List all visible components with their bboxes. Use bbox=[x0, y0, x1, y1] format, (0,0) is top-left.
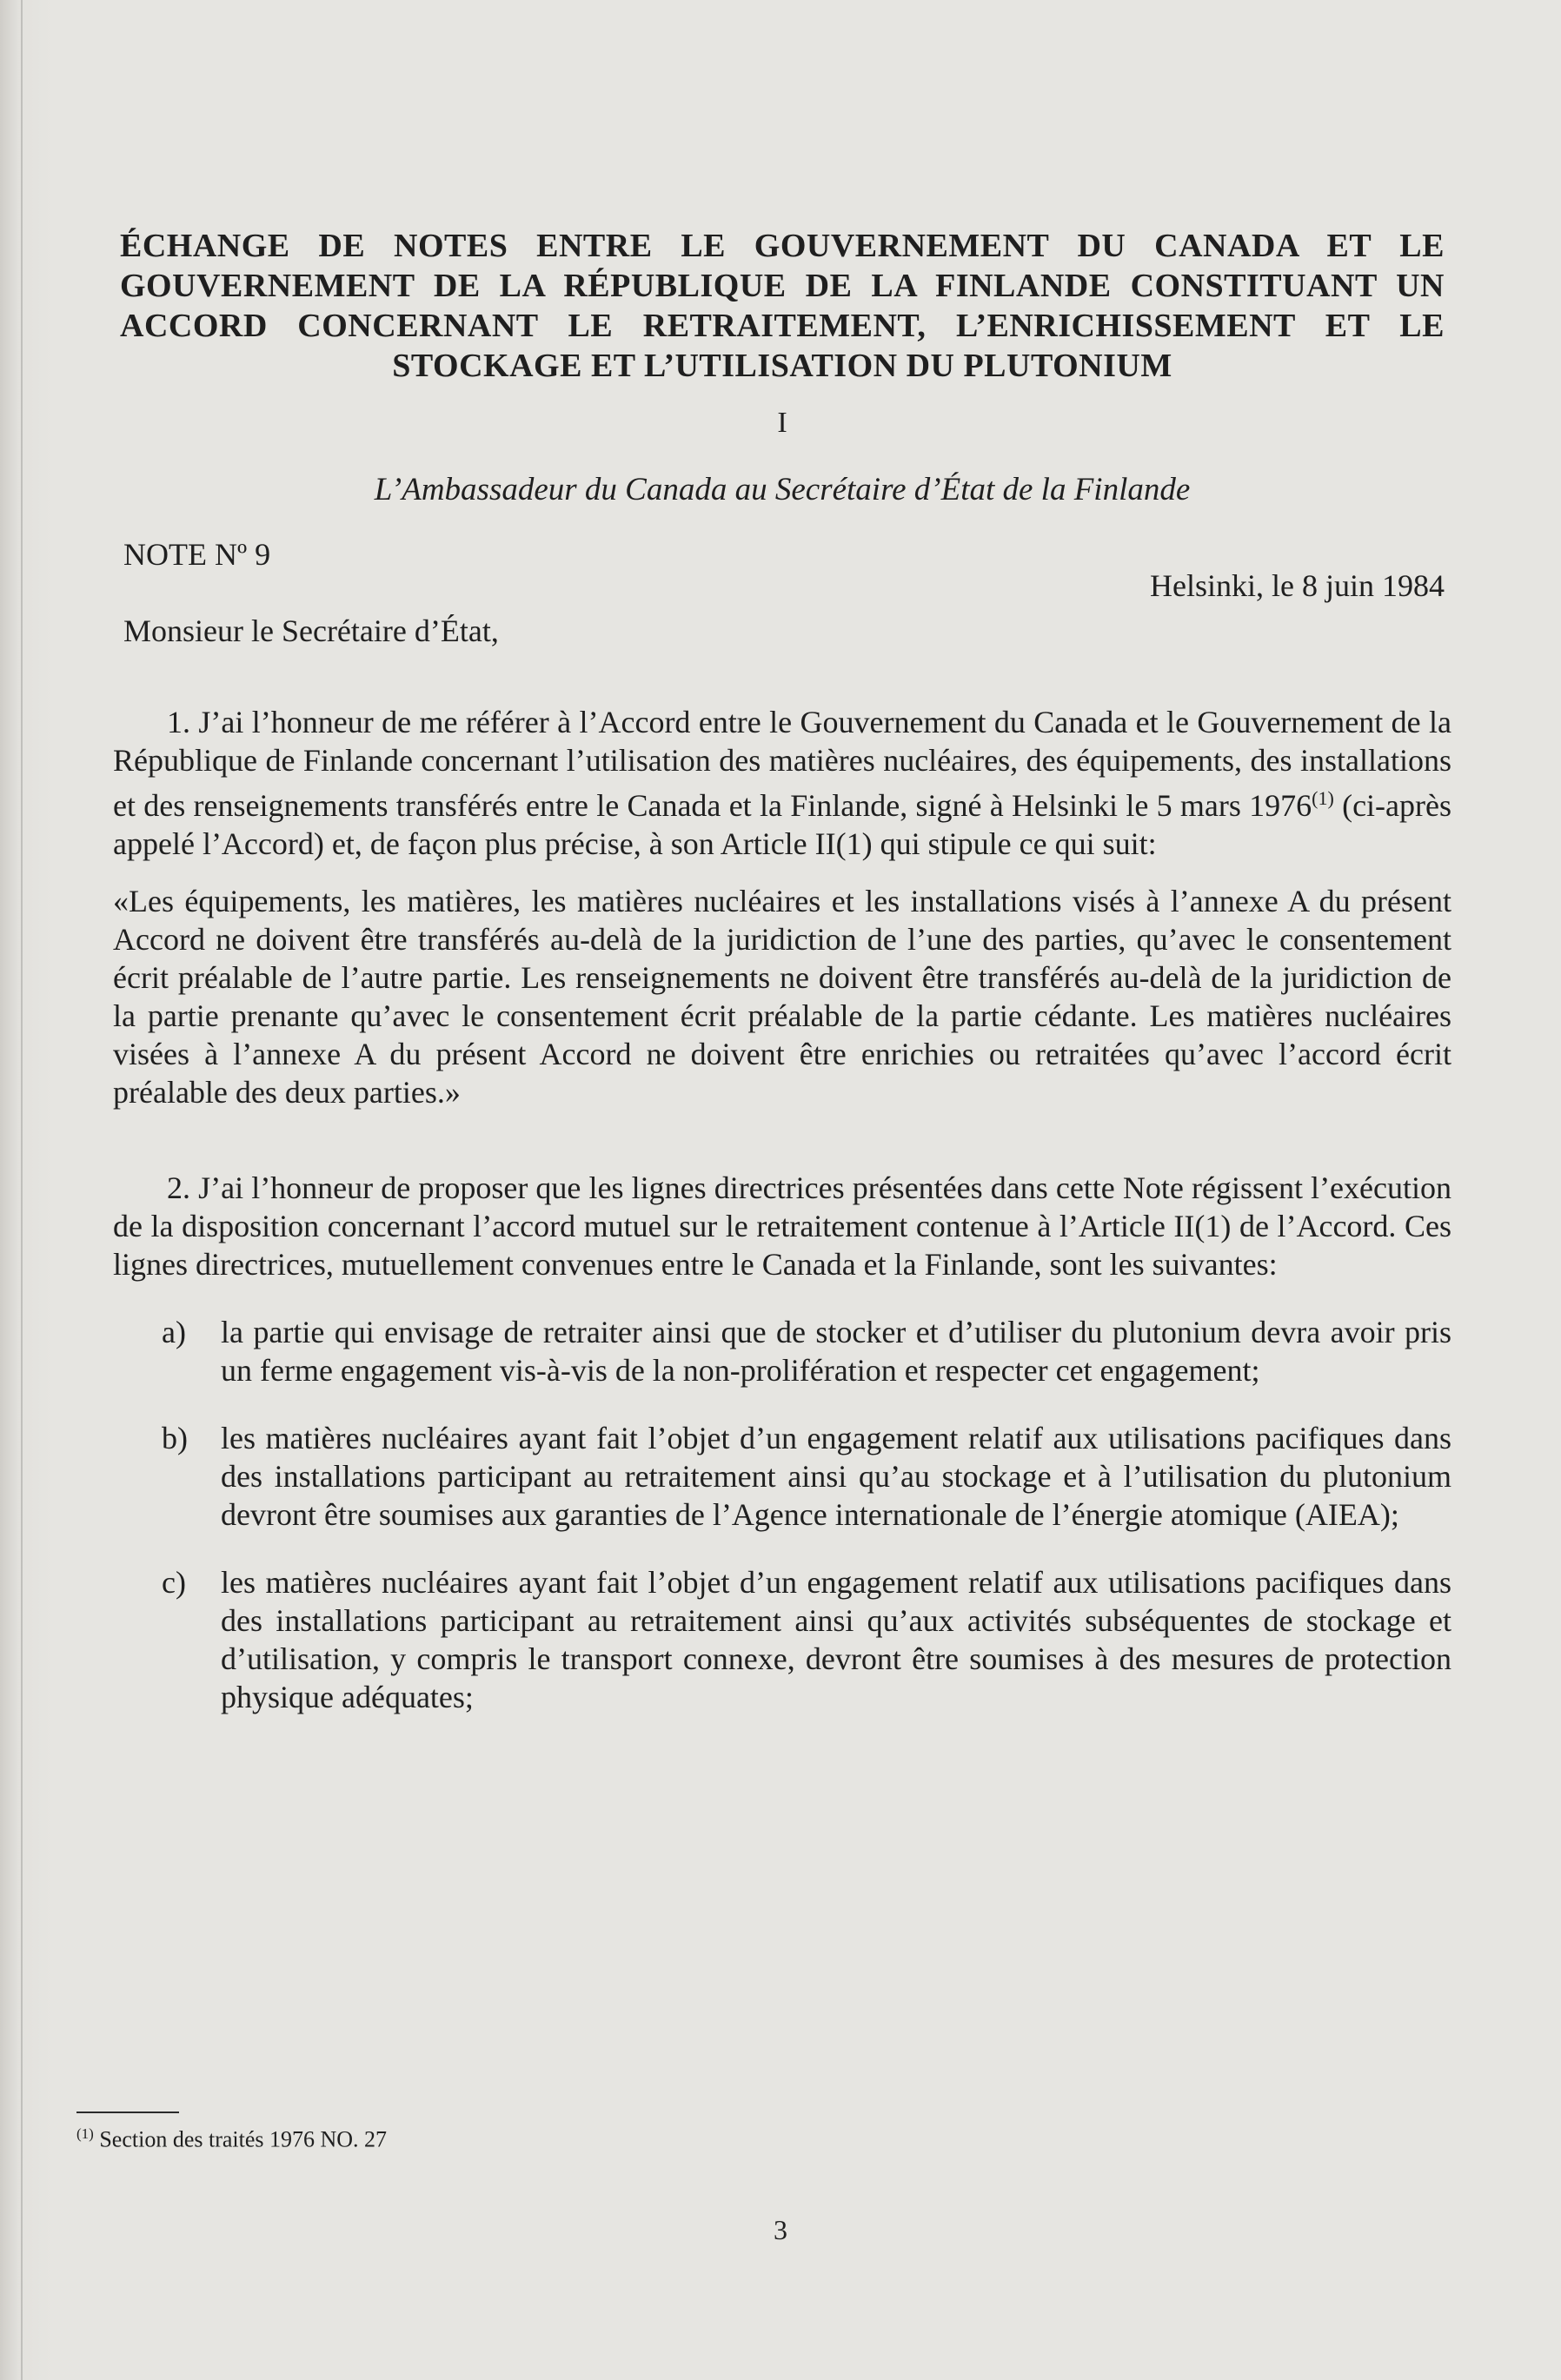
document-body bbox=[113, 209, 1451, 1716]
list-item-letter: a) bbox=[162, 1315, 186, 1349]
footnote-rule bbox=[76, 2112, 179, 2113]
salutation: Monsieur le Secrétaire d’État, bbox=[123, 613, 499, 648]
footnote-marker: (1) bbox=[76, 2125, 94, 2142]
section-number: I bbox=[777, 407, 787, 439]
paragraph-2: 2. J’ai l’honneur de proposer que les lignes directrices présentées dans cette Note régissent l’exécution de la disposition concernant l’accord mutuel sur le retraitement contenue à l’Article II(1) de l’Accord. Ces lignes directrices, mutuellement convenues entre le Canada et la Finlande, sont les suivantes: bbox=[113, 1170, 1451, 1282]
list-item-text: les matières nucléaires ayant fait l’objet d’un engagement relatif aux utilisations pacifiques dans des installations participant au retraitement ainsi qu’au stockage et à l’utilisation du plutonium devront être soumises aux garanties de l’Agence internationale de l’énergie atomique (AIEA); bbox=[221, 1421, 1451, 1532]
quoted-article: «Les équipements, les matières, les matières nucléaires et les installations visés à l’annexe A du présent Accord ne doivent être transférés au-delà de la juridiction de l’une des parties, qu’avec le consentement écrit préalable de l’autre partie. Les renseignements ne doivent être transférés au-delà de la juridiction de la partie prenante qu’avec le consentement écrit préalable de la partie cédante. Les matières nucléaires visées à l’annexe A du présent Accord ne doivent être enrichies ou retraitées qu’avec l’accord écrit préalable des deux parties.» bbox=[113, 884, 1451, 1110]
footnote-reference: (1) bbox=[1312, 787, 1334, 809]
list-item bbox=[113, 1419, 1451, 1534]
footnote bbox=[76, 2125, 387, 2153]
footnote-text: Section des traités 1976 NO. 27 bbox=[99, 2126, 388, 2152]
place-date: Helsinki, le 8 juin 1984 bbox=[1150, 568, 1445, 603]
page-number: 3 bbox=[774, 2214, 787, 2245]
list-item-letter: c) bbox=[162, 1565, 186, 1600]
note-number: NOTE Nº 9 bbox=[123, 537, 271, 572]
paragraph-1-text-continued: (ci-après appelé l’Accord) et, de façon plus précise, à son Article II(1) qui stipule ce qui suit: bbox=[113, 788, 1451, 861]
list-item bbox=[113, 1563, 1451, 1716]
list-item-letter: b) bbox=[162, 1421, 188, 1455]
page-binding-edge bbox=[21, 0, 23, 2380]
list-item bbox=[113, 1313, 1451, 1389]
note-header bbox=[113, 527, 1451, 606]
guideline-list bbox=[113, 1313, 1451, 1716]
document-title: ÉCHANGE DE NOTES ENTRE LE GOUVERNEMENT DU CANADA ET LE GOUVERNEMENT DE LA RÉPUBLIQUE DE LA FINLANDE CONSTITUANT UN ACCORD CONCERNANT LE RETRAITEMENT, L’ENRICHISSEMENT ET LE STOCKAGE ET L’UTILISATION DU PLUTONIUM bbox=[120, 228, 1445, 384]
list-item-text: les matières nucléaires ayant fait l’objet d’un engagement relatif aux utilisations pacifiques dans des installations participant au retraitement ainsi qu’aux activités subséquentes de stockage et d’utilisation, y compris le transport connexe, devront être soumises à des mesures de protection physique adéquates; bbox=[221, 1565, 1451, 1714]
paragraph-1 bbox=[113, 703, 1451, 863]
paragraph-1-text: 1. J’ai l’honneur de me référer à l’Accord entre le Gouvernement du Canada et le Gouvernement de la République de Finlande concernant l’utilisation des matières nucléaires, des équipements, des installations et des renseignements transférés entre le Canada et la Finlande, signé à Helsinki le 5 mars 1976 bbox=[113, 705, 1451, 823]
list-item-text: la partie qui envisage de retraiter ainsi que de stocker et d’utiliser du plutonium devra avoir pris un ferme engagement vis-à-vis de la non-prolifération et respecter cet engagement; bbox=[221, 1315, 1451, 1388]
note-subtitle: L’Ambassadeur du Canada au Secrétaire d’État de la Finlande bbox=[374, 472, 1191, 507]
